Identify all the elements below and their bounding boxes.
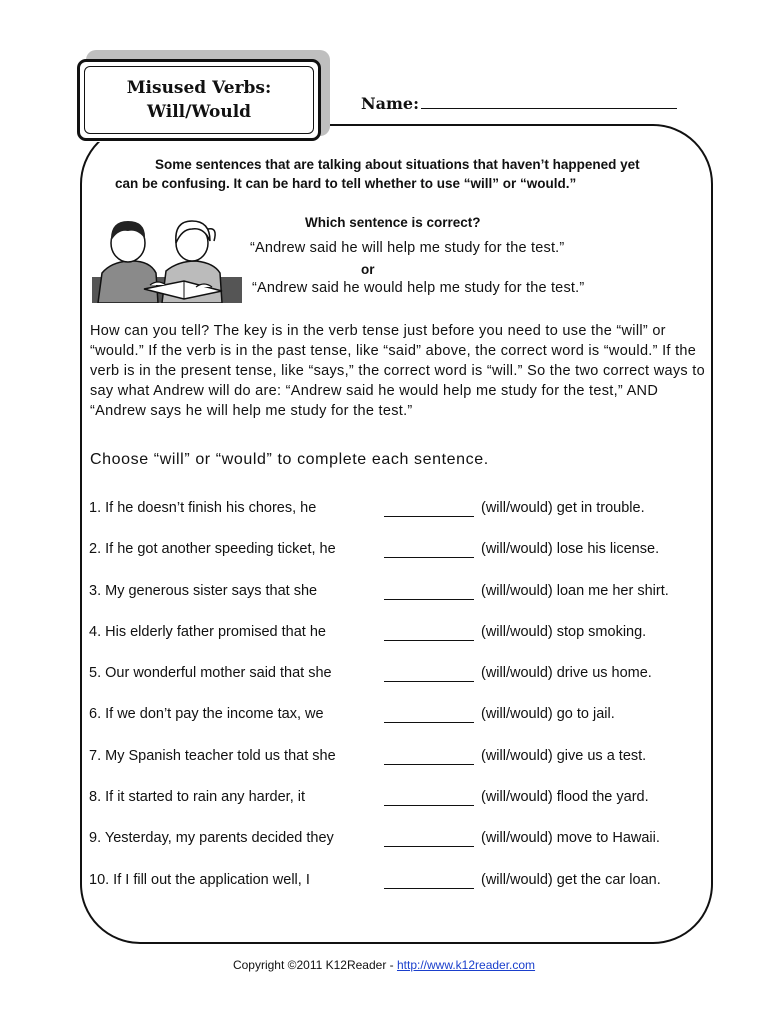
exercise-item — [89, 746, 709, 787]
exercise-choice: (will/would) flood the yard. — [481, 789, 649, 806]
exercise-choice: (will/would) get the car loan. — [481, 871, 661, 888]
exercise-choice: (will/would) get in trouble. — [481, 500, 645, 516]
k12reader-link[interactable]: http://www.k12reader.com — [396, 958, 536, 972]
exercise-prompt: 4. His elderly father promised that he — [89, 623, 326, 640]
exercise-choice: (will/would) drive us home. — [481, 665, 652, 682]
exercise-choice: (will/would) lose his license. — [481, 541, 660, 558]
exercise-prompt: 8. If it started to rain any harder, it — [89, 789, 305, 806]
instructions: Choose “will” or “would” to complete each sentence. — [90, 451, 489, 468]
exercise-item — [89, 581, 709, 622]
exercise-item — [89, 622, 709, 663]
title-box — [77, 59, 321, 141]
name-label: Name: — [361, 94, 420, 113]
exercise-choice: (will/would) go to jail. — [481, 706, 615, 723]
explanation-paragraph: How can you tell? The key is in the verb tense just before you need to use the “will” or “would.” If the verb is in the past tense, like “said” above, the correct word is “would.” If the verb is in the present tense, like “says,” the correct word is “will.” So the two correct ways to say what Andrew will do are: “Andrew said he would help me study for the test,” AND “Andrew says he will help me study for the test.” — [90, 323, 705, 419]
exercise-prompt: 9. Yesterday, my parents decided they — [89, 830, 334, 847]
exercise-prompt: 7. My Spanish teacher told us that she — [89, 747, 336, 764]
exercise-prompt: 1. If he doesn’t finish his chores, he — [89, 500, 317, 516]
answer-blank[interactable] — [384, 888, 474, 889]
exercise-list — [89, 498, 709, 911]
answer-blank[interactable] — [384, 846, 474, 847]
example-sentence-would: “Andrew said he would help me study for the test.” — [252, 280, 585, 296]
exercise-item — [89, 828, 709, 869]
title-line-2: Will/Would — [146, 102, 252, 122]
exercise-item — [89, 663, 709, 704]
name-field[interactable] — [361, 94, 677, 113]
exercise-prompt: 3. My generous sister says that she — [89, 582, 318, 599]
exercise-item — [89, 787, 709, 828]
answer-blank[interactable] — [384, 764, 474, 765]
name-blank[interactable] — [421, 94, 677, 109]
exercise-item — [89, 498, 709, 539]
example-sentence-will: “Andrew said he will help me study for the test.” — [250, 240, 565, 256]
answer-blank[interactable] — [384, 722, 474, 723]
title-inner — [84, 66, 314, 134]
exercise-item — [89, 704, 709, 745]
copyright-text: Copyright ©2011 K12Reader - — [232, 958, 397, 972]
exercise-item — [89, 870, 709, 911]
answer-blank[interactable] — [384, 557, 474, 558]
footer — [0, 958, 768, 972]
exercise-item — [89, 539, 709, 580]
answer-blank[interactable] — [384, 681, 474, 682]
answer-blank[interactable] — [384, 805, 474, 806]
exercise-choice: (will/would) move to Hawaii. — [481, 830, 660, 847]
exercise-choice: (will/would) loan me her shirt. — [481, 582, 669, 599]
exercise-choice: (will/would) give us a test. — [481, 747, 647, 764]
children-reading-book-illustration — [92, 215, 242, 303]
answer-blank[interactable] — [384, 640, 474, 641]
question-heading: Which sentence is correct? — [305, 215, 481, 230]
exercise-prompt: 10. If I fill out the application well, I — [89, 871, 310, 888]
answer-blank[interactable] — [384, 599, 474, 600]
exercise-prompt: 2. If he got another speeding ticket, he — [89, 541, 336, 558]
exercise-choice: (will/would) stop smoking. — [481, 623, 647, 640]
intro-paragraph: Some sentences that are talking about situations that haven’t happened yet can be confusing. It can be hard to tell whether to use “will” or “would.” — [115, 157, 640, 191]
exercise-prompt: 5. Our wonderful mother said that she — [89, 665, 332, 682]
exercise-prompt: 6. If we don’t pay the income tax, we — [89, 706, 324, 723]
title-line-1: Misused Verbs: — [126, 78, 272, 98]
answer-blank[interactable] — [384, 516, 474, 517]
or-label: or — [361, 262, 375, 277]
